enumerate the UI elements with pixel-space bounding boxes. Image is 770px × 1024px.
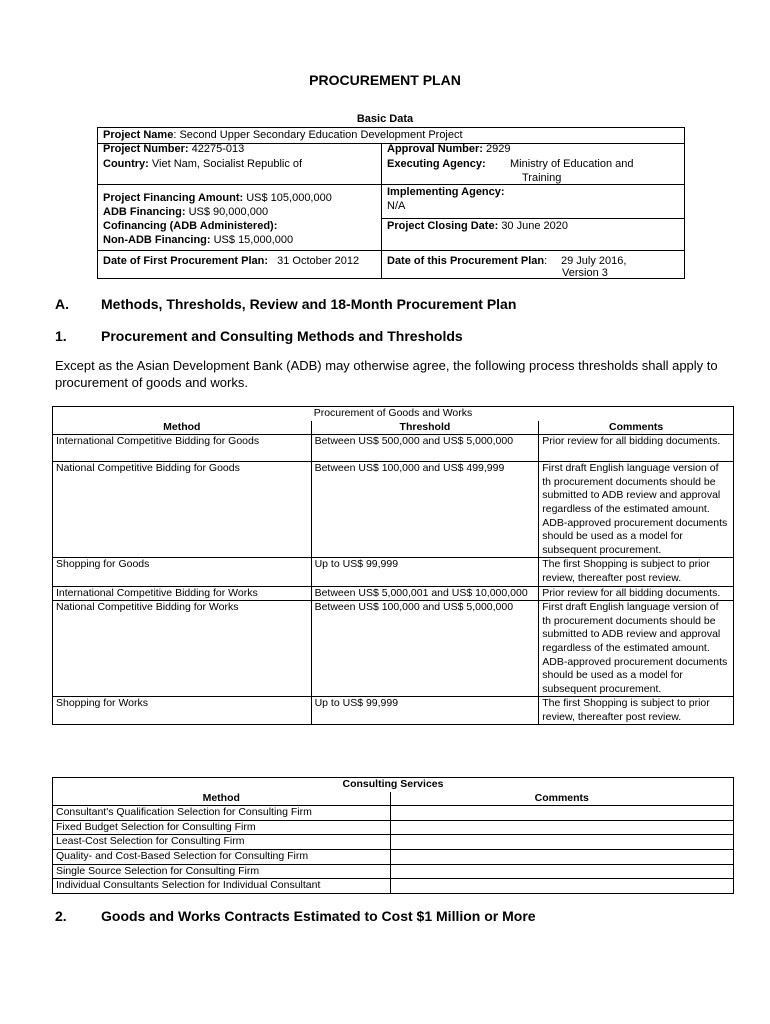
divider [98,184,381,185]
closing-date-label: Project Closing Date: [387,220,499,232]
cofinancing-label: Cofinancing (ADB Administered): [103,220,278,232]
table-caption: Procurement of Goods and Works [53,407,734,421]
table-row [53,835,734,850]
country-value: Viet Nam, Socialist Republic of [151,158,303,170]
table-row [53,558,734,586]
method-cell: International Competitive Bidding for Goods [53,435,312,462]
approval-number-value: 2929 [486,143,511,155]
section-1-number: 1. [55,328,67,344]
consulting-table [52,777,734,894]
comments-cell [390,820,734,835]
divider [381,143,382,278]
comments-cell: Prior review for all bidding documents. [539,586,734,601]
this-plan-row: Date of this Procurement Plan: [387,255,548,267]
basic-data-heading: Basic Data [356,113,414,125]
section-2-number: 2. [55,908,67,924]
method-cell: Consultant's Qualification Selection for Consulting Firm [53,806,391,821]
adb-financing-value: US$ 90,000,000 [188,206,269,218]
approval-number-label: Approval Number: [387,143,483,155]
financing-amount-row [103,192,332,205]
table-header-row [53,792,734,806]
method-cell: Quality- and Cost-Based Selection for Consulting Firm [53,849,391,864]
executing-agency-label: Executing Agency [387,158,482,170]
comments-cell: First draft English language version of th procurement documents should be submitted to ADB review and approval regardless of the estimated amount. ADB-approved procurement documents should be used as a model for subsequent procurement. [539,462,734,558]
first-plan-value: 31 October 2012 [277,255,360,267]
project-number-label: Project Number: [103,143,189,155]
column-header-method: Method [53,792,391,806]
column-header-comments: Comments [539,421,734,435]
executing-agency-row: Executing Agency: [387,158,486,170]
first-plan-label: Date of First Procurement Plan: [103,255,269,267]
table-caption-row [53,407,734,421]
table-row [53,435,734,462]
financing-amount-value: US$ 105,000,000 [246,192,332,204]
comments-cell: First draft English language version of th procurement documents should be submitted to ADB review and approval regardless of the estimated amount. ADB-approved procurement documents should be used as a model for subsequent procurement. [539,601,734,697]
threshold-cell: Up to US$ 99,999 [311,558,539,586]
threshold-cell: Between US$ 100,000 and US$ 5,000,000 [311,601,539,697]
table-caption-row [53,778,734,792]
table-header-row [53,421,734,435]
country-label: Country: [103,158,149,170]
section-1-heading: Procurement and Consulting Methods and Thresholds [101,328,463,344]
column-header-method: Method [53,421,312,435]
comments-cell [390,835,734,850]
implementing-agency-label: Implementing Agency [387,186,501,198]
non-adb-label: Non-ADB Financing: [103,234,211,246]
closing-date-row [387,220,568,233]
closing-date-value: 30 June 2020 [501,220,568,232]
column-header-threshold: Threshold [311,421,539,435]
table-row [53,879,734,894]
implementing-agency-row: Implementing Agency: [387,186,505,198]
this-plan-date: 29 July 2016, [561,255,627,267]
method-cell: National Competitive Bidding for Goods [53,462,312,558]
table-row [53,601,734,697]
approval-number-row [387,143,511,156]
method-cell: Fixed Budget Selection for Consulting Firm [53,820,391,835]
method-cell: Least-Cost Selection for Consulting Firm [53,835,391,850]
financing-amount-label: Project Financing Amount: [103,192,244,204]
this-plan-version: Version 3 [562,267,608,279]
threshold-cell: Between US$ 100,000 and US$ 499,999 [311,462,539,558]
method-cell: Single Source Selection for Consulting Firm [53,864,391,879]
method-cell: International Competitive Bidding for Works [53,586,312,601]
goods-works-table [52,406,734,725]
section-a-heading: Methods, Thresholds, Review and 18-Month Procurement Plan [101,296,517,312]
comments-cell [390,806,734,821]
comments-cell: Prior review for all bidding documents. [539,435,734,462]
divider [98,250,684,251]
method-cell: National Competitive Bidding for Works [53,601,312,697]
table-row [53,586,734,601]
project-name-label: Project Name [103,129,174,141]
threshold-cell: Up to US$ 99,999 [311,697,539,725]
table-row [53,697,734,725]
section-2-heading: Goods and Works Contracts Estimated to Cost $1 Million or More [101,908,536,924]
threshold-cell: Between US$ 500,000 and US$ 5,000,000 [311,435,539,462]
table-caption: Consulting Services [53,778,734,792]
table-row [53,462,734,558]
country-row [103,158,302,171]
method-cell: Shopping for Works [53,697,312,725]
this-plan-label: Date of this Procurement Plan [387,255,545,267]
executing-agency-value: Ministry of Education and [510,158,634,170]
threshold-cell: Between US$ 5,000,001 and US$ 10,000,000 [311,586,539,601]
table-row [53,864,734,879]
project-number-row [103,143,244,156]
comments-cell: The first Shopping is subject to prior review, thereafter post review. [539,697,734,725]
table-row [53,806,734,821]
table-row [53,820,734,835]
intro-paragraph: Except as the Asian Development Bank (ADB) may otherwise agree, the following process thresholds shall apply to procurement of goods and works. [55,358,718,390]
implementing-agency-value: N/A [387,200,406,212]
page-title: PROCUREMENT PLAN [309,72,461,88]
adb-financing-row [103,206,268,219]
section-a-number: A. [55,296,69,312]
table-row [53,849,734,864]
comments-cell [390,849,734,864]
method-cell: Shopping for Goods [53,558,312,586]
non-adb-value: US$ 15,000,000 [213,234,294,246]
basic-data-box [97,127,685,279]
project-number-value: 42275-013 [191,143,245,155]
project-name-value: Second Upper Secondary Education Development Project [179,129,463,141]
non-adb-row [103,234,293,247]
executing-agency-value-line2: Training [522,172,562,184]
project-name-row: Project Name: Second Upper Secondary Education Development Project [103,129,463,141]
divider [381,218,684,219]
comments-cell [390,879,734,894]
method-cell: Individual Consultants Selection for Individual Consultant [53,879,391,894]
comments-cell [390,864,734,879]
column-header-comments: Comments [390,792,734,806]
first-plan-row [103,255,359,268]
comments-cell: The first Shopping is subject to prior review, thereafter post review. [539,558,734,586]
adb-financing-label: ADB Financing: [103,206,186,218]
